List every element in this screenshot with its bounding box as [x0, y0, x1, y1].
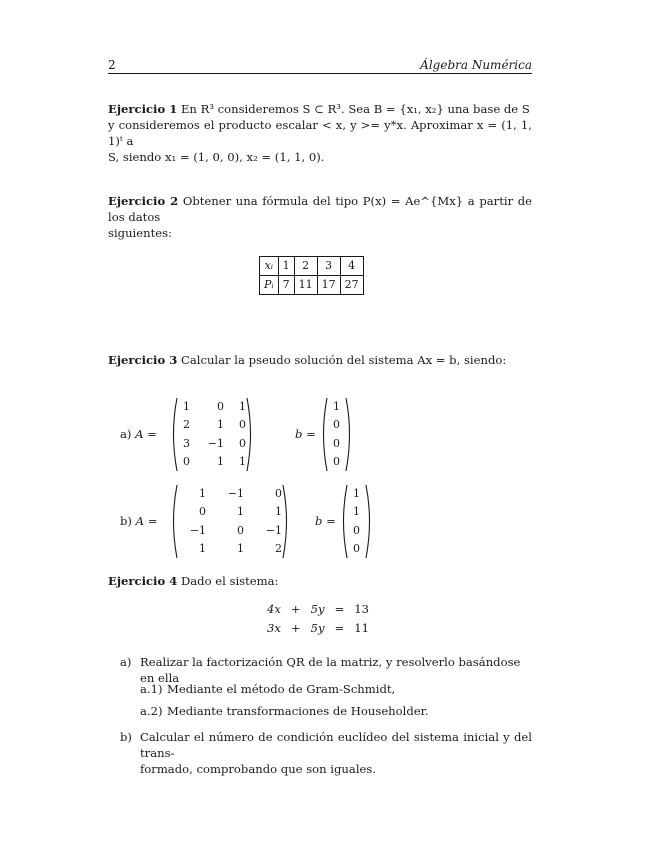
equation-row — [262, 600, 374, 619]
item-a2-text: Mediante transformaciones de Householder. — [167, 704, 429, 718]
matrix-cell: 1 — [239, 455, 246, 468]
case-a-A-eq: A = — [135, 427, 157, 441]
eq-op: + — [290, 621, 301, 635]
right-paren — [246, 397, 254, 472]
vector-cell: 0 — [333, 418, 340, 431]
case-b-A-eq: A = — [135, 514, 158, 528]
page-number: 2 — [108, 58, 116, 72]
eq-rhs: 11 — [354, 621, 370, 635]
right-paren — [282, 484, 290, 559]
table-cell: 3 — [317, 257, 340, 276]
matrix-cell: 1 — [275, 505, 282, 518]
item-a-text: Realizar la factorización QR de la matriz, y resolverlo basándose en ella — [140, 655, 521, 685]
matrix-cell: 0 — [199, 505, 206, 518]
exercise-4-text: Dado el sistema: — [180, 574, 279, 588]
matrix-cell: 2 — [275, 542, 282, 555]
eq-equals: = — [334, 621, 345, 635]
eq-equals: = — [334, 602, 345, 616]
matrix-cell: 1 — [239, 399, 246, 413]
vector-cell: 0 — [333, 455, 340, 468]
left-paren — [170, 397, 178, 472]
vector-cell: 0 — [353, 523, 360, 537]
vector-b — [340, 484, 373, 559]
table-cell-x-label: xᵢ — [260, 257, 279, 276]
item-a2-label: a.2) — [140, 704, 163, 718]
matrix-a — [170, 397, 254, 472]
left-paren — [170, 484, 178, 559]
matrix-cell: 1 — [217, 418, 224, 431]
exercise-2 — [108, 193, 532, 241]
matrix-cell: 1 — [199, 542, 206, 555]
table-cell: 11 — [294, 276, 317, 295]
eq-term: 5y — [310, 602, 325, 616]
eq-op: + — [290, 602, 301, 616]
case-a-b-eq: b = — [295, 427, 316, 441]
exercise-1-line2: y consideremos el producto escalar < x, y >= y*x. Aproximar x = (1, 1, 1)ᵗ a — [108, 118, 532, 148]
vector-cell: 1 — [353, 486, 360, 500]
matrix-cell: 0 — [183, 455, 190, 468]
table-cell: 4 — [340, 257, 363, 276]
matrix-cell: −1 — [207, 436, 224, 450]
exercise-3 — [108, 352, 532, 368]
vector-a — [320, 397, 353, 472]
equation-system — [262, 600, 374, 638]
matrix-cell: 1 — [237, 542, 244, 555]
matrix-cell: 0 — [237, 523, 244, 537]
vector-cell: 1 — [353, 505, 360, 518]
table-cell: 7 — [278, 276, 294, 295]
matrix-cell: 1 — [199, 486, 206, 500]
item-b-line1: Calcular el número de condición euclídeo del sistema inicial y del trans- — [140, 730, 532, 760]
matrix-cell: 1 — [217, 455, 224, 468]
header-rule — [108, 73, 532, 74]
left-paren — [320, 397, 328, 472]
exercise-4-label: Ejercicio 4 — [108, 574, 178, 588]
eq-term: 4x — [267, 602, 281, 616]
matrix-cell: −1 — [265, 523, 282, 537]
case-a-label: a) A = — [120, 427, 157, 441]
matrix-cell: 0 — [239, 418, 246, 431]
exercise-3-label: Ejercicio 3 — [108, 353, 178, 367]
exercise-3-text: Calcular la pseudo solución del sistema Ax = b, siendo: — [180, 353, 507, 367]
vector-cell: 1 — [333, 399, 340, 413]
vector-cell: 0 — [353, 542, 360, 555]
exercise-2-line1: Obtener una fórmula del tipo P(x) = Ae^{Mx} a partir de los datos — [108, 194, 533, 224]
right-paren — [345, 397, 353, 472]
item-b-label: b) — [120, 730, 132, 744]
matrix-b — [170, 484, 290, 559]
case-b-b-eq: b = — [315, 514, 336, 528]
matrix-cell: 2 — [183, 418, 190, 431]
case-b-label: b) A = — [120, 514, 158, 528]
vector-a-cells — [328, 398, 345, 472]
exercise-2-label: Ejercicio 2 — [108, 194, 179, 208]
item-b-line2: formado, comprobando que son iguales. — [140, 762, 377, 776]
item-a-label: a) — [120, 655, 132, 669]
matrix-cell: 1 — [237, 505, 244, 518]
matrix-b-cells — [178, 485, 282, 559]
left-paren — [340, 484, 348, 559]
table-row-p — [260, 276, 364, 295]
table-row-x — [260, 257, 364, 276]
equation-row — [262, 619, 374, 638]
matrix-cell: 1 — [183, 399, 190, 413]
table-cell: 2 — [294, 257, 317, 276]
item-b-text — [140, 729, 532, 777]
exercise-2-line2: siguientes: — [108, 226, 172, 240]
running-title: Álgebra Numérica — [420, 58, 532, 72]
matrix-cell: −1 — [189, 523, 206, 537]
vector-b-cells — [348, 485, 365, 559]
exercise-1 — [108, 101, 532, 165]
matrix-cell: 0 — [217, 399, 224, 413]
matrix-a-cells — [178, 398, 246, 472]
table-cell: 1 — [278, 257, 294, 276]
exercise-1-line1: En R³ consideremos S ⊂ R³. Sea B = {x₁, x₂} una base de S — [180, 102, 530, 116]
exercise-1-line3: S, siendo x₁ = (1, 0, 0), x₂ = (1, 1, 0). — [108, 150, 325, 164]
table-cell: 27 — [340, 276, 363, 295]
matrix-cell: 0 — [239, 436, 246, 450]
exercise-4 — [108, 573, 532, 589]
item-a1-text: Mediante el método de Gram-Schmidt, — [167, 682, 396, 696]
table-cell: 17 — [317, 276, 340, 295]
right-paren — [365, 484, 373, 559]
data-table — [259, 256, 364, 295]
item-a1-label: a.1) — [140, 682, 163, 696]
exercise-1-label: Ejercicio 1 — [108, 102, 178, 116]
eq-term: 3x — [267, 621, 281, 635]
table-cell-p-label: Pᵢ — [260, 276, 279, 295]
eq-term: 5y — [310, 621, 325, 635]
vector-cell: 0 — [333, 436, 340, 450]
matrix-cell: 3 — [183, 436, 190, 450]
matrix-cell: −1 — [227, 486, 244, 500]
matrix-cell: 0 — [275, 486, 282, 500]
eq-rhs: 13 — [354, 602, 370, 616]
